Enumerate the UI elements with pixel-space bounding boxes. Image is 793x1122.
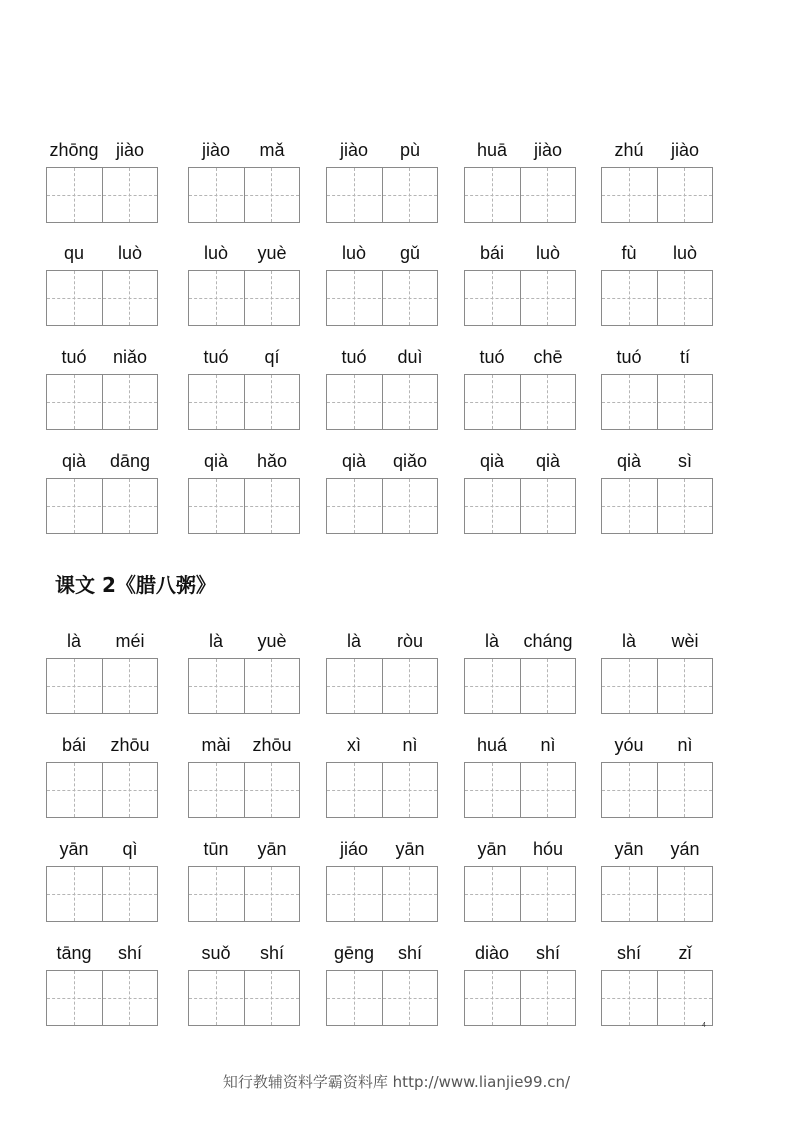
tianzige-writing-box[interactable] [326,478,438,534]
grid-guide-line [189,402,299,403]
grid-guide-line [74,375,75,429]
pinyin-syllable: yuè [257,631,287,651]
grid-guide-line [629,867,630,921]
grid-guide-line [47,506,157,507]
word-cell [464,450,576,545]
word-cell [601,242,713,337]
grid-guide-line [216,659,217,713]
word-cell [46,942,158,1037]
tianzige-writing-box[interactable] [601,167,713,223]
word-cell [326,242,438,337]
pinyin-syllable: tuó [479,347,505,367]
pinyin-syllable: mǎ [259,140,285,160]
grid-guide-line [354,375,355,429]
pinyin-syllable: luò [203,243,229,263]
grid-guide-line [271,971,272,1025]
grid-guide-line [129,763,130,817]
grid-guide-line [602,195,712,196]
grid-guide-line [602,402,712,403]
word-cell [46,734,158,829]
word-cell [188,734,300,829]
grid-guide-line [492,971,493,1025]
grid-guide-line [271,168,272,222]
grid-guide-line [216,867,217,921]
tianzige-writing-box[interactable] [464,374,576,430]
word-cell [188,139,300,234]
tianzige-writing-box[interactable] [464,866,576,922]
pinyin-syllable: luò [672,243,698,263]
tianzige-writing-box[interactable] [46,478,158,534]
word-cell [46,346,158,441]
pinyin-syllable: jiào [670,140,700,160]
word-cell [464,346,576,441]
tianzige-writing-box[interactable] [46,866,158,922]
tianzige-writing-box[interactable] [601,270,713,326]
grid-guide-line [271,867,272,921]
tianzige-writing-box[interactable] [46,658,158,714]
word-cell [601,838,713,933]
pinyin-syllable: jiào [201,140,231,160]
grid-guide-line [216,375,217,429]
pinyin-syllable: diào [474,943,510,963]
pinyin-syllable: wèi [671,631,699,651]
word-cell [188,450,300,545]
grid-guide-line [409,659,410,713]
pinyin-syllable: là [484,631,499,651]
grid-guide-line [189,998,299,999]
tianzige-writing-box[interactable] [46,762,158,818]
tianzige-writing-box[interactable] [601,866,713,922]
pinyin-syllable: yán [670,839,700,859]
grid-guide-line [547,271,548,325]
grid-guide-line [602,506,712,507]
pinyin-syllable: qiǎo [392,451,428,471]
grid-guide-line [547,971,548,1025]
grid-guide-line [47,402,157,403]
grid-guide-line [629,763,630,817]
pinyin-syllable: là [208,631,223,651]
grid-guide-line [465,894,575,895]
grid-guide-line [354,479,355,533]
pinyin-syllable: zhú [614,140,644,160]
word-cell [601,139,713,234]
grid-guide-line [602,686,712,687]
pinyin-syllable: yóu [614,735,644,755]
pinyin-syllable: luò [535,243,561,263]
pinyin-syllable: méi [115,631,145,651]
tianzige-writing-box[interactable] [601,374,713,430]
grid-guide-line [327,790,437,791]
tianzige-writing-box[interactable] [326,167,438,223]
grid-guide-line [189,506,299,507]
word-cell [464,838,576,933]
pinyin-syllable: tí [679,347,690,367]
grid-guide-line [684,271,685,325]
pinyin-syllable: jiào [339,140,369,160]
pinyin-syllable: nì [402,735,418,755]
grid-guide-line [327,686,437,687]
pinyin-syllable: qià [616,451,642,471]
word-cell [46,242,158,337]
tianzige-writing-box[interactable] [601,478,713,534]
page-number: 4 [702,1022,706,1029]
grid-guide-line [74,168,75,222]
pinyin-syllable: qu [63,243,85,263]
grid-guide-line [492,375,493,429]
tianzige-writing-box[interactable] [326,866,438,922]
grid-guide-line [129,271,130,325]
grid-guide-line [129,479,130,533]
word-cell [326,838,438,933]
pinyin-syllable: tuó [616,347,642,367]
word-cell [188,630,300,725]
grid-guide-line [684,659,685,713]
tianzige-writing-box[interactable] [464,478,576,534]
word-cell [188,942,300,1037]
grid-guide-line [465,506,575,507]
tianzige-writing-box[interactable] [464,270,576,326]
pinyin-syllable: duì [397,347,423,367]
pinyin-syllable: huá [476,735,508,755]
grid-guide-line [74,971,75,1025]
grid-guide-line [492,271,493,325]
grid-guide-line [409,479,410,533]
grid-guide-line [216,971,217,1025]
grid-guide-line [629,479,630,533]
grid-guide-line [684,168,685,222]
tianzige-writing-box[interactable] [326,658,438,714]
grid-guide-line [74,479,75,533]
grid-guide-line [602,298,712,299]
grid-guide-line [327,894,437,895]
tianzige-writing-box[interactable] [464,658,576,714]
grid-guide-line [189,298,299,299]
grid-guide-line [629,971,630,1025]
grid-guide-line [684,375,685,429]
tianzige-writing-box[interactable] [601,762,713,818]
grid-guide-line [354,168,355,222]
tianzige-writing-box[interactable] [46,374,158,430]
grid-guide-line [216,168,217,222]
grid-guide-line [216,763,217,817]
pinyin-syllable: bái [61,735,87,755]
pinyin-syllable: yān [257,839,287,859]
grid-guide-line [74,763,75,817]
tianzige-writing-box[interactable] [188,374,300,430]
pinyin-syllable: dāng [109,451,151,471]
pinyin-syllable: tuó [341,347,367,367]
tianzige-writing-box[interactable] [464,970,576,1026]
pinyin-syllable: tūn [203,839,229,859]
grid-guide-line [354,867,355,921]
word-cell [46,139,158,234]
grid-guide-line [47,790,157,791]
pinyin-syllable: luò [117,243,143,263]
grid-guide-line [354,971,355,1025]
pinyin-syllable: shí [397,943,422,963]
grid-guide-line [327,402,437,403]
tianzige-writing-box[interactable] [326,270,438,326]
tianzige-writing-box[interactable] [188,658,300,714]
word-cell [46,450,158,545]
grid-guide-line [327,298,437,299]
pinyin-syllable: tuó [61,347,87,367]
grid-guide-line [216,271,217,325]
grid-guide-line [47,686,157,687]
tianzige-writing-box[interactable] [188,762,300,818]
tianzige-writing-box[interactable] [188,970,300,1026]
pinyin-syllable: hǎo [256,451,288,471]
grid-guide-line [327,195,437,196]
pinyin-syllable: là [66,631,81,651]
grid-guide-line [684,763,685,817]
word-cell [46,838,158,933]
word-cell [326,139,438,234]
grid-guide-line [547,659,548,713]
pinyin-syllable: là [621,631,636,651]
pinyin-syllable: jiào [533,140,563,160]
word-cell [326,346,438,441]
grid-guide-line [492,659,493,713]
grid-guide-line [354,659,355,713]
grid-guide-line [327,506,437,507]
grid-guide-line [189,894,299,895]
pinyin-syllable: yān [614,839,644,859]
word-cell [188,838,300,933]
grid-guide-line [74,271,75,325]
section-heading: 课文 2《腊八粥》 [55,573,216,597]
pinyin-syllable: jiáo [339,839,369,859]
grid-guide-line [271,375,272,429]
pinyin-syllable: shí [117,943,142,963]
pinyin-syllable: suǒ [201,943,231,963]
grid-guide-line [409,168,410,222]
grid-guide-line [492,763,493,817]
grid-guide-line [47,298,157,299]
pinyin-syllable: zhōng [49,140,99,160]
pinyin-syllable: qià [479,451,505,471]
grid-guide-line [547,763,548,817]
pinyin-syllable: niǎo [112,347,148,367]
tianzige-writing-box[interactable] [188,478,300,534]
word-cell [601,346,713,441]
pinyin-syllable: zhōu [252,735,292,755]
word-cell [326,734,438,829]
tianzige-writing-box[interactable] [188,866,300,922]
grid-guide-line [629,271,630,325]
pinyin-syllable: jiào [115,140,145,160]
pinyin-syllable: ròu [396,631,423,651]
pinyin-syllable: yuè [257,243,287,263]
grid-guide-line [189,790,299,791]
pinyin-syllable: zǐ [678,943,692,963]
pinyin-syllable: qià [341,451,367,471]
grid-guide-line [129,168,130,222]
pinyin-syllable: gǔ [399,243,421,263]
pinyin-syllable: huā [476,140,508,160]
grid-guide-line [271,763,272,817]
grid-guide-line [602,998,712,999]
grid-guide-line [409,971,410,1025]
word-cell [601,450,713,545]
pinyin-syllable: nì [540,735,556,755]
word-cell [464,942,576,1037]
pinyin-syllable: fù [621,243,637,263]
pinyin-syllable: bái [479,243,505,263]
grid-guide-line [74,659,75,713]
pinyin-syllable: yān [477,839,507,859]
tianzige-writing-box[interactable] [601,970,713,1026]
grid-guide-line [129,375,130,429]
grid-guide-line [465,686,575,687]
tianzige-writing-box[interactable] [464,762,576,818]
grid-guide-line [547,375,548,429]
tianzige-writing-box[interactable] [46,970,158,1026]
word-cell [464,139,576,234]
pinyin-syllable: qí [264,347,280,367]
word-cell [464,242,576,337]
grid-guide-line [684,971,685,1025]
pinyin-syllable: sì [677,451,692,471]
word-cell [464,734,576,829]
pinyin-syllable: luò [341,243,367,263]
pinyin-syllable: mài [201,735,231,755]
grid-guide-line [189,686,299,687]
grid-guide-line [271,659,272,713]
tianzige-writing-box[interactable] [326,762,438,818]
pinyin-syllable: zhōu [110,735,150,755]
tianzige-writing-box[interactable] [46,270,158,326]
grid-guide-line [271,479,272,533]
pinyin-syllable: qià [535,451,561,471]
pinyin-syllable: yān [395,839,425,859]
grid-guide-line [354,763,355,817]
word-cell [601,630,713,725]
pinyin-syllable: gēng [333,943,375,963]
grid-guide-line [547,168,548,222]
grid-guide-line [465,298,575,299]
word-cell [326,630,438,725]
grid-guide-line [492,479,493,533]
grid-guide-line [47,894,157,895]
grid-guide-line [684,479,685,533]
tianzige-writing-box[interactable] [188,270,300,326]
tianzige-writing-box[interactable] [601,658,713,714]
grid-guide-line [409,375,410,429]
grid-guide-line [74,867,75,921]
word-cell [46,630,158,725]
grid-guide-line [602,894,712,895]
grid-guide-line [327,998,437,999]
grid-guide-line [129,659,130,713]
pinyin-syllable: xì [346,735,361,755]
grid-guide-line [465,402,575,403]
grid-guide-line [129,867,130,921]
footer-watermark: 知行教辅资料学霸资料库 http://www.lianjie99.cn/ [222,1073,571,1091]
grid-guide-line [492,168,493,222]
grid-guide-line [629,168,630,222]
grid-guide-line [465,195,575,196]
word-cell [326,450,438,545]
word-cell [601,942,713,1037]
tianzige-writing-box[interactable] [188,167,300,223]
tianzige-writing-box[interactable] [46,167,158,223]
grid-guide-line [409,271,410,325]
grid-guide-line [409,867,410,921]
pinyin-syllable: qià [203,451,229,471]
pinyin-syllable: shí [259,943,284,963]
grid-guide-line [47,998,157,999]
word-cell [326,942,438,1037]
word-cell [601,734,713,829]
pinyin-syllable: hóu [532,839,564,859]
pinyin-syllable: chē [533,347,563,367]
pinyin-syllable: shí [616,943,641,963]
pinyin-syllable: là [346,631,361,651]
grid-guide-line [47,195,157,196]
pinyin-syllable: cháng [523,631,573,651]
word-cell [464,630,576,725]
grid-guide-line [629,375,630,429]
tianzige-writing-box[interactable] [464,167,576,223]
word-cell [188,242,300,337]
pinyin-syllable: tuó [203,347,229,367]
grid-guide-line [492,867,493,921]
grid-guide-line [602,790,712,791]
grid-guide-line [354,271,355,325]
grid-guide-line [129,971,130,1025]
grid-guide-line [684,867,685,921]
pinyin-syllable: nì [677,735,693,755]
pinyin-syllable: qià [61,451,87,471]
tianzige-writing-box[interactable] [326,970,438,1026]
grid-guide-line [271,271,272,325]
pinyin-syllable: pù [399,140,421,160]
grid-guide-line [465,998,575,999]
pinyin-syllable: yān [59,839,89,859]
word-cell [188,346,300,441]
grid-guide-line [189,195,299,196]
pinyin-syllable: tāng [56,943,92,963]
grid-guide-line [465,790,575,791]
pinyin-syllable: qì [122,839,138,859]
grid-guide-line [409,763,410,817]
grid-guide-line [547,867,548,921]
grid-guide-line [216,479,217,533]
tianzige-writing-box[interactable] [326,374,438,430]
pinyin-syllable: shí [535,943,560,963]
grid-guide-line [629,659,630,713]
grid-guide-line [547,479,548,533]
